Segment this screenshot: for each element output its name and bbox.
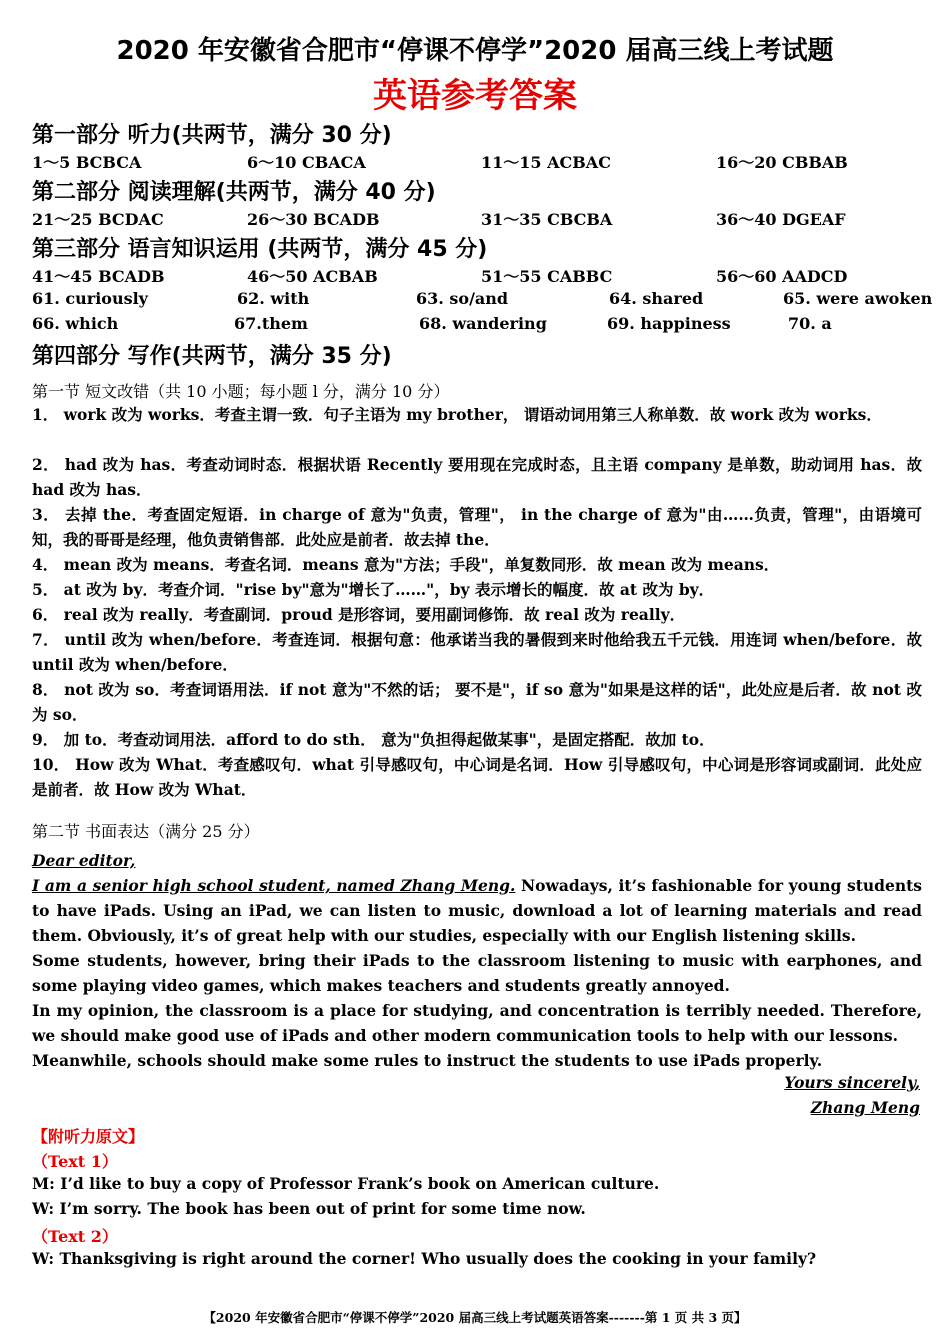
- correction-item: 10． How 改为 What．考查感叹句．what 引导感叹句，中心词是名词．How 引导感叹句，中心词是形容词或副词．此处应是前者．故 How 改为 What．: [32, 755, 922, 799]
- answer-group: 21～25 BCDAC: [32, 210, 164, 229]
- blank-answer: 64. shared: [609, 289, 704, 308]
- letter-paragraph: Meanwhile, schools should make some rules to instruct the students to use iPads properly.: [32, 1051, 823, 1070]
- answer-group: 36～40 DGEAF: [716, 210, 846, 229]
- correction-item: 2． had 改为 has．考查动词时态．根据状语 Recently 要用现在完成时态，且主语 company 是单数，助动词用 has．故 had 改为 has．: [32, 455, 922, 499]
- part1-heading: 第一部分 听力(共两节，满分 30 分): [32, 123, 392, 148]
- correction-item: 1． work 改为 works．考查主谓一致．句子主语为 my brother， 谓语动词用第三人称单数．故 work 改为 works．: [32, 405, 882, 424]
- letter-closing: Yours sincerely,: [784, 1073, 920, 1092]
- answer-group: 41～45 BCADB: [32, 267, 165, 286]
- part3-blanks-row1: [32, 289, 933, 313]
- correction-item: 4． mean 改为 means．考查名词．means 意为"方法；手段"，单复数同形．故 mean 改为 means．: [32, 555, 780, 574]
- part3-heading: 第三部分 语言知识运用 (共两节，满分 45 分): [32, 237, 488, 262]
- blank-answer: 66. which: [32, 314, 119, 333]
- page-title: 2020 年安徽省合肥市“停课不停学”2020 届高三线上考试题: [116, 36, 834, 66]
- answer-group: 46～50 ACBAB: [247, 267, 378, 286]
- dialogue-line: W: Thanksgiving is right around the corner! Who usually does the cooking in your family?: [32, 1249, 817, 1268]
- correction-item: 8． not 改为 so．考查词语用法．if not 意为"不然的话； 要不是"，if so 意为"如果是这样的话"，此处应是后者．故 not 改为 so．: [32, 680, 922, 724]
- page-footer: 【2020 年安徽省合肥市“停课不停学”2020 届高三线上考试题英语答案-------第 1 页 共 3 页】: [203, 1310, 747, 1325]
- correction-item: 6． real 改为 really．考查副词．proud 是形容词，要用副词修饰．故 real 改为 really．: [32, 605, 686, 624]
- letter-paragraph-rest: Nowadays, it’s fashionable for young students to have iPads. Using an iPad, we can listen to music, download a lot of learning materials and read them. Obviously, it’s of great help with our studies, especially with our English listening skills.: [32, 876, 923, 945]
- answer-group: 51～55 CABBC: [481, 267, 613, 286]
- answer-group: 16～20 CBBAB: [716, 153, 848, 172]
- part2-answers: [32, 207, 922, 231]
- correction-item: 9． 加 to．考查动词用法．afford to do sth． 意为"负担得起做某事"，是固定搭配．故加 to．: [32, 730, 715, 749]
- part3-answers: [32, 264, 922, 288]
- blank-answer: 62. with: [237, 289, 310, 308]
- section1-title: 第一节 短文改错（共 10 小题；每小题 l 分，满分 10 分）: [32, 382, 450, 401]
- answer-group: 26～30 BCADB: [247, 210, 380, 229]
- answer-group: 56～60 AADCD: [716, 267, 848, 286]
- blank-answer: 65. were awoken: [783, 289, 933, 308]
- dialogue-line: M: I’d like to buy a copy of Professor Frank’s book on American culture.: [32, 1174, 660, 1193]
- blank-answer: 68. wandering: [419, 314, 547, 333]
- blank-answer: 69. happiness: [607, 314, 731, 333]
- correction-item: 3． 去掉 the．考查固定短语．in charge of 意为"负责，管理"， in the charge of 意为"由……负责，管理"，由语境可知，我的哥哥是经理，他负责销售部．此处应是前者．故去掉 the．: [32, 505, 922, 549]
- blank-answer: 61. curiously: [32, 289, 148, 308]
- answer-group: 1～5 BCBCA: [32, 153, 142, 172]
- letter-paragraph: Some students, however, bring their iPads to the classroom listening to music with earphones, and some playing video games, which makes teachers and students greatly annoyed.: [32, 951, 922, 995]
- appendix-heading: 【附听力原文】: [32, 1127, 145, 1146]
- blank-answer: 70. a: [788, 314, 832, 333]
- letter-paragraph: [32, 873, 922, 948]
- part4-heading: 第四部分 写作(共两节，满分 35 分): [32, 344, 392, 369]
- page-subtitle: 英语参考答案: [373, 76, 577, 116]
- letter-paragraph: In my opinion, the classroom is a place for studying, and concentration is terribly needed. Therefore, we should make good use of iPads and other modern communication tools to help with our lessons.: [32, 1001, 922, 1045]
- blank-answer: 63. so/and: [416, 289, 509, 308]
- letter-body: [32, 848, 922, 1073]
- answer-group: 11～15 ACBAC: [481, 153, 611, 172]
- part1-answers: [32, 150, 922, 174]
- section2-title: 第二节 书面表达（满分 25 分）: [32, 822, 260, 841]
- correction-item: 7． until 改为 when/before．考查连词．根据句意：他承诺当我的暑假到来时他给我五千元钱．用连词 when/before．故 until 改为 when/before．: [32, 630, 922, 674]
- text2-label: （Text 2）: [32, 1227, 118, 1246]
- dialogue-line: W: I’m sorry. The book has been out of print for some time now.: [32, 1199, 586, 1218]
- blank-answer: 67.them: [234, 314, 308, 333]
- letter-intro: I am a senior high school student, named Zhang Meng.: [32, 876, 516, 895]
- answer-group: 6～10 CBACA: [247, 153, 366, 172]
- correction-item: 5． at 改为 by．考查介词．"rise by"意为"增长了……"，by 表示增长的幅度．故 at 改为 by．: [32, 580, 715, 599]
- text1-label: （Text 1）: [32, 1152, 118, 1171]
- letter-salutation: Dear editor,: [32, 851, 136, 870]
- answer-group: 31～35 CBCBA: [481, 210, 613, 229]
- part3-blanks-row2: [32, 314, 922, 338]
- part2-heading: 第二部分 阅读理解(共两节，满分 40 分): [32, 180, 436, 205]
- letter-signature: Zhang Meng: [810, 1098, 920, 1117]
